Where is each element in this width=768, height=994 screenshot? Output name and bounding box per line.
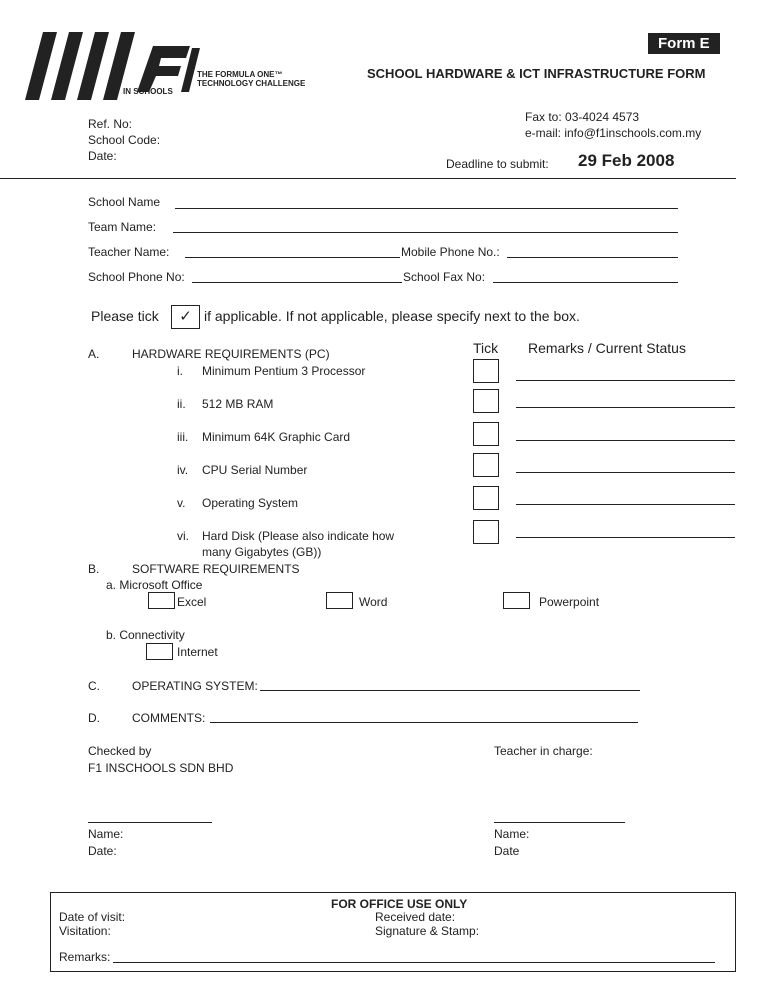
powerpoint-label: Powerpoint xyxy=(539,595,600,609)
teacher-name-label: Teacher Name: xyxy=(88,245,170,259)
hardware-item-label: Minimum Pentium 3 Processor xyxy=(202,364,366,378)
example-check-box xyxy=(171,305,200,329)
school-name-label: School Name xyxy=(88,195,161,209)
hardware-tick-box[interactable] xyxy=(473,520,499,544)
date-label-right: Date xyxy=(494,844,520,858)
school-phone-label: School Phone No: xyxy=(88,270,185,284)
team-name-field[interactable] xyxy=(173,232,678,233)
operating-system-label: OPERATING SYSTEM: xyxy=(132,679,258,693)
hardware-remarks-field[interactable] xyxy=(516,380,735,381)
office-use-title: FOR OFFICE USE ONLY xyxy=(331,897,468,911)
word-label: Word xyxy=(359,595,388,609)
date-label-left: Date: xyxy=(88,844,117,858)
hardware-item-label: Minimum 64K Graphic Card xyxy=(202,430,351,444)
excel-label: Excel xyxy=(177,595,207,609)
mobile-phone-label: Mobile Phone No.: xyxy=(401,245,500,259)
hardware-item-num: i. xyxy=(177,364,183,378)
operating-system-field[interactable] xyxy=(260,690,640,691)
hardware-remarks-field[interactable] xyxy=(516,504,735,505)
signature-line-left[interactable] xyxy=(88,822,212,823)
hardware-item-label: Hard Disk (Please also indicate how xyxy=(202,529,395,543)
deadline-label: Deadline to submit: xyxy=(446,157,549,171)
hardware-remarks-field[interactable] xyxy=(516,407,735,408)
logo-sub: IN SCHOOLS xyxy=(123,87,173,96)
teacher-in-charge-label: Teacher in charge: xyxy=(494,744,593,758)
form-label-badge: Form E xyxy=(648,33,720,54)
school-name-field[interactable] xyxy=(175,208,678,209)
mobile-phone-field[interactable] xyxy=(507,257,678,258)
company-label: F1 INSCHOOLS SDN BHD xyxy=(88,761,234,775)
hardware-item-num: iii. xyxy=(177,430,189,444)
form-title: SCHOOL HARDWARE & ICT INFRASTRUCTURE FORM xyxy=(367,66,706,81)
office-remarks-field[interactable] xyxy=(113,962,715,963)
logo-tagline-2: TECHNOLOGY CHALLENGE xyxy=(197,79,306,88)
hardware-item-num: iv. xyxy=(177,463,189,477)
ref-no-label: Ref. No: xyxy=(88,117,133,131)
hardware-tick-box[interactable] xyxy=(473,486,499,510)
hardware-item-label-cont: many Gigabytes (GB)) xyxy=(202,545,322,559)
hardware-tick-box[interactable] xyxy=(473,389,499,413)
signature-stamp-label: Signature & Stamp: xyxy=(375,924,480,938)
email-info: e-mail: info@f1inschools.com.my xyxy=(525,126,702,140)
visitation-label: Visitation: xyxy=(59,924,111,938)
hardware-remarks-field[interactable] xyxy=(516,537,735,538)
hardware-item-num: v. xyxy=(177,496,186,510)
fax-info: Fax to: 03-4024 4573 xyxy=(525,110,640,124)
connectivity-label: b. Connectivity xyxy=(106,628,185,642)
internet-label: Internet xyxy=(177,645,218,659)
school-phone-field[interactable] xyxy=(192,282,402,283)
check-icon: ✓ xyxy=(179,308,192,325)
hardware-item-label: CPU Serial Number xyxy=(202,463,308,477)
school-fax-field[interactable] xyxy=(493,282,678,283)
checked-by-label: Checked by xyxy=(88,744,152,758)
signature-line-right[interactable] xyxy=(494,822,625,823)
powerpoint-check-box[interactable] xyxy=(503,592,530,609)
name-label-right: Name: xyxy=(494,827,530,841)
section-b-title: SOFTWARE REQUIREMENTS xyxy=(132,562,300,576)
logo-tagline-1: THE FORMULA ONE™ xyxy=(197,70,283,79)
word-check-box[interactable] xyxy=(326,592,353,609)
section-a-title: HARDWARE REQUIREMENTS (PC) xyxy=(132,347,330,361)
comments-field[interactable] xyxy=(210,722,638,723)
microsoft-office-label: a. Microsoft Office xyxy=(106,578,203,592)
school-code-label: School Code: xyxy=(88,133,161,147)
section-c-letter: C. xyxy=(88,679,100,693)
team-name-label: Team Name: xyxy=(88,220,157,234)
office-use-box xyxy=(50,892,736,972)
name-label-left: Name: xyxy=(88,827,124,841)
section-b-letter: B. xyxy=(88,562,100,576)
internet-check-box[interactable] xyxy=(146,643,173,660)
teacher-name-field[interactable] xyxy=(185,257,400,258)
hardware-item-label: 512 MB RAM xyxy=(202,397,274,411)
received-date-label: Received date: xyxy=(375,910,456,924)
office-remarks-label: Remarks: xyxy=(59,950,111,964)
school-fax-label: School Fax No: xyxy=(403,270,486,284)
header-divider xyxy=(0,178,736,179)
hardware-item-label: Operating System xyxy=(202,496,299,510)
hardware-tick-box[interactable] xyxy=(473,453,499,477)
f1-in-schools-logo xyxy=(25,28,345,103)
tick-column-header: Tick xyxy=(473,340,499,356)
hardware-item-num: ii. xyxy=(177,397,186,411)
comments-label: COMMENTS: xyxy=(132,711,206,725)
hardware-item-num: vi. xyxy=(177,529,189,543)
date-label: Date: xyxy=(88,149,117,163)
remarks-column-header: Remarks / Current Status xyxy=(528,340,686,356)
section-d-letter: D. xyxy=(88,711,100,725)
excel-check-box[interactable] xyxy=(148,592,175,609)
instruction-after: if applicable. If not applicable, please specify next to the box. xyxy=(204,308,580,324)
deadline-value: 29 Feb 2008 xyxy=(578,151,675,170)
section-a-letter: A. xyxy=(88,347,100,361)
hardware-remarks-field[interactable] xyxy=(516,440,735,441)
hardware-remarks-field[interactable] xyxy=(516,472,735,473)
instruction-before: Please tick xyxy=(91,308,159,324)
date-of-visit-label: Date of visit: xyxy=(59,910,126,924)
hardware-tick-box[interactable] xyxy=(473,422,499,446)
hardware-tick-box[interactable] xyxy=(473,359,499,383)
